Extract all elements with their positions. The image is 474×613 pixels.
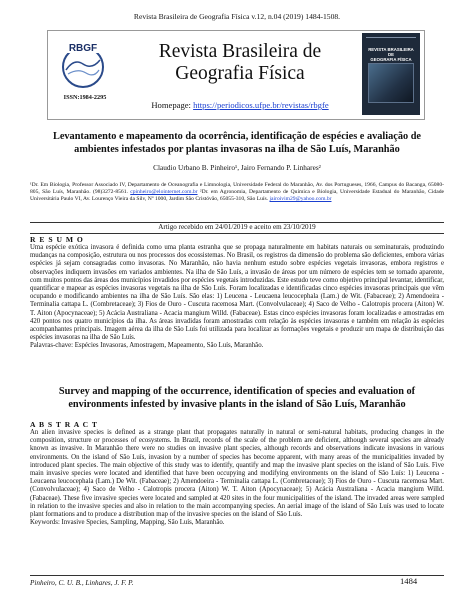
affiliation-1-email-link[interactable]: cpinheiro@elointernet.com.br <box>130 189 198 195</box>
authors-line: Claudio Urbano B. Pinheiro¹, Jairo Fernando P. Linhares² <box>153 163 321 172</box>
footer-divider <box>30 575 444 576</box>
journal-title-line2: Geografia Física <box>175 63 305 84</box>
homepage-link[interactable]: https://periodicos.ufpe.br/revistas/rbgfe <box>193 100 329 110</box>
cover-title-line2: GEOGRAFIA FÍSICA <box>370 57 412 62</box>
palavras-chave: Palavras-chave: Espécies Invasoras, Amostragem, Mapeamento, São Luís, Maranhão. <box>30 342 264 350</box>
resumo-section <box>30 244 444 351</box>
journal-title <box>130 41 350 85</box>
affiliation-1: ¹Dr. Em Biologia, Professor Associado IV, Departamento de Oceanografia e Limnologia, Universidade Federal do Maranhão, Av. dos Portugueses, 1966, Campus do Bacanga, 65080-805, São Luís, Maranhão. (98)3272-8561. <box>30 182 444 195</box>
abstract-text: An alien invasive species is defined as a strange plant that propagates naturally in natural or semi-natural habitats, producing changes in the composition, structure or processes of ecosystems. In Brazil, records of the scale of the problem are deficient, although several species are already known as invasive. In Maranhão there were no studies on invasive plant species, although records and observations indicate invasions in various environments. On the island of São Luís, invasion by a number of species has become apparent, with many areas of the municipalities invaded by introduced plant species. The main objective of this study was to identify, quantify and map the invasive plant species on the island of São Luís. Five main invasive species were located and identified that have been occupying and modifying environments on the island of São Luís: 1) Leucena - Leucaena leucocephala (Lam.) De Wit. (Fabaceae); 2) Amendoeira - Terminalia cattapa L. (Combretaceae); 3) Fios de Ouro - Cuscuta racemosa Mart. (Convolvulaceae); 4) Saco de Velho - Calotropis procera (Aiton) W. T. Aiton (Apocynaceae); 5) Acácia Australiana - Acacia mangium Willd. (Fabaceae). These five invasive species were located and sampled at 420 sites in the four municipalities of the island. The invaded areas were sampled in relation to the invasive species and also in relation to the main accompanying species. An aerial image of the island of São Luís was used to locate plant formations and to produce a distribution map of the invasive species on the island of São Luís. <box>30 429 444 519</box>
footer-authors: Pinheiro, C. U. B., Linhares, J. F. P. <box>30 579 134 587</box>
cover-image <box>368 63 414 103</box>
cover-title-line1: REVISTA BRASILEIRA DE <box>368 47 414 57</box>
cover-title <box>365 47 417 62</box>
resumo-text: Uma espécie exótica invasora é definida como uma planta estranha que se propaga naturalmente em habitats naturais ou seminaturais, produzindo mudanças na composição, estrutura ou nos processos dos ecossistemas. No Brasil, os registros da dimensão do problema são deficientes, embora várias espécies já sejam consagradas como invasoras. No Maranhão, não havia nenhum estudo sobre espécies vegetais invasoras, embora registros e observações indiquem invasões em variados ambientes. Na ilha de São Luís, a invasão de áreas por um número de espécies tem se tornado aparente, com muitos pontos das áreas dos municípios invadidos por espécies vegetais introduzidas. Este estudo teve como objetivo principal levantar, identificar, quantificar e mapear as espécies invasoras vegetais na ilha de São Luís. Foram localizadas e identificadas cinco espécies invasoras principais que vêm ocupando e modificando ambientes na ilha de São Luís. São elas: 1) Leucena - Leucaena leucocephala (Lam.) de Wit. (Fabaceae); 2) Amendoeira - Terminalia cattapa L. (Combretaceae); 3) Fios de Ouro - Cuscuta racemosa Mart. (Convolvulaceae); 4) Saco de Velho - Calotropis procera (Aiton) W. T. Aiton (Apocynaceae); 5) Acácia Australiana - Acacia mangium Willd. (Fabaceae). Estas cinco espécies invasoras foram localizadas e amostradas em 420 pontos nos quatro municípios da ilha. As áreas invadidas foram amostradas com relação às espécies invasoras e também em relação às espécies acompanhantes principais. Imagem aérea da ilha de São Luís foi utilizada para localizar as formações vegetais e produzir um mapa de distribuição das espécies invasoras na ilha de São Luís. <box>30 244 444 342</box>
resumo-heading: R E S U M O <box>30 235 84 244</box>
keywords: Keywords: Invasive Species, Sampling, Mapping, São Luís, Maranhão. <box>30 519 225 527</box>
affiliation-2-email-link[interactable]: jairoivim29@yahoo.com.br <box>269 196 332 202</box>
issn-label: ISSN:1984-2295 <box>63 94 107 101</box>
affiliations <box>30 182 444 203</box>
article-title-en: Survey and mapping of the occurrence, identification of species and evaluation of environments infested by invasive plants in the island of São Luís, Maranhão <box>58 386 416 410</box>
divider-bottom <box>30 233 444 234</box>
abstract-heading: A B S T R A C T <box>30 420 98 429</box>
homepage-line <box>130 100 350 110</box>
abstract-section <box>30 429 444 527</box>
journal-title-line1: Revista Brasileira de <box>158 41 322 62</box>
logo-text: RBGF <box>68 43 98 54</box>
page-number: 1484 <box>400 576 418 586</box>
affiliation-2: ²Dr. em Agronomia, Departamento de Química e Biologia, Universidade Estadual do Maranhão, Cidade Universitária Paulo VI, Av. Lourenço Vieira da Silv, Nº 1000, Jardim São Cristóvão, 65055-310, São Luís. <box>30 189 444 202</box>
received-date: Artigo recebido em 24/01/2019 e aceito em 23/10/2019 <box>158 223 316 231</box>
cover-top-rule <box>366 37 416 43</box>
homepage-label: Homepage: <box>151 100 194 110</box>
article-title-pt: Levantamento e mapeamento da ocorrência, identificação de espécies e avaliação de ambientes infestados por plantas invasoras na ilha de São Luís, Maranhão <box>52 131 422 155</box>
running-head: Revista Brasileira de Geografia Física v.12, n.04 (2019) 1484-1508. <box>133 12 341 21</box>
journal-cover-thumbnail <box>362 33 420 115</box>
journal-logo <box>54 40 112 90</box>
